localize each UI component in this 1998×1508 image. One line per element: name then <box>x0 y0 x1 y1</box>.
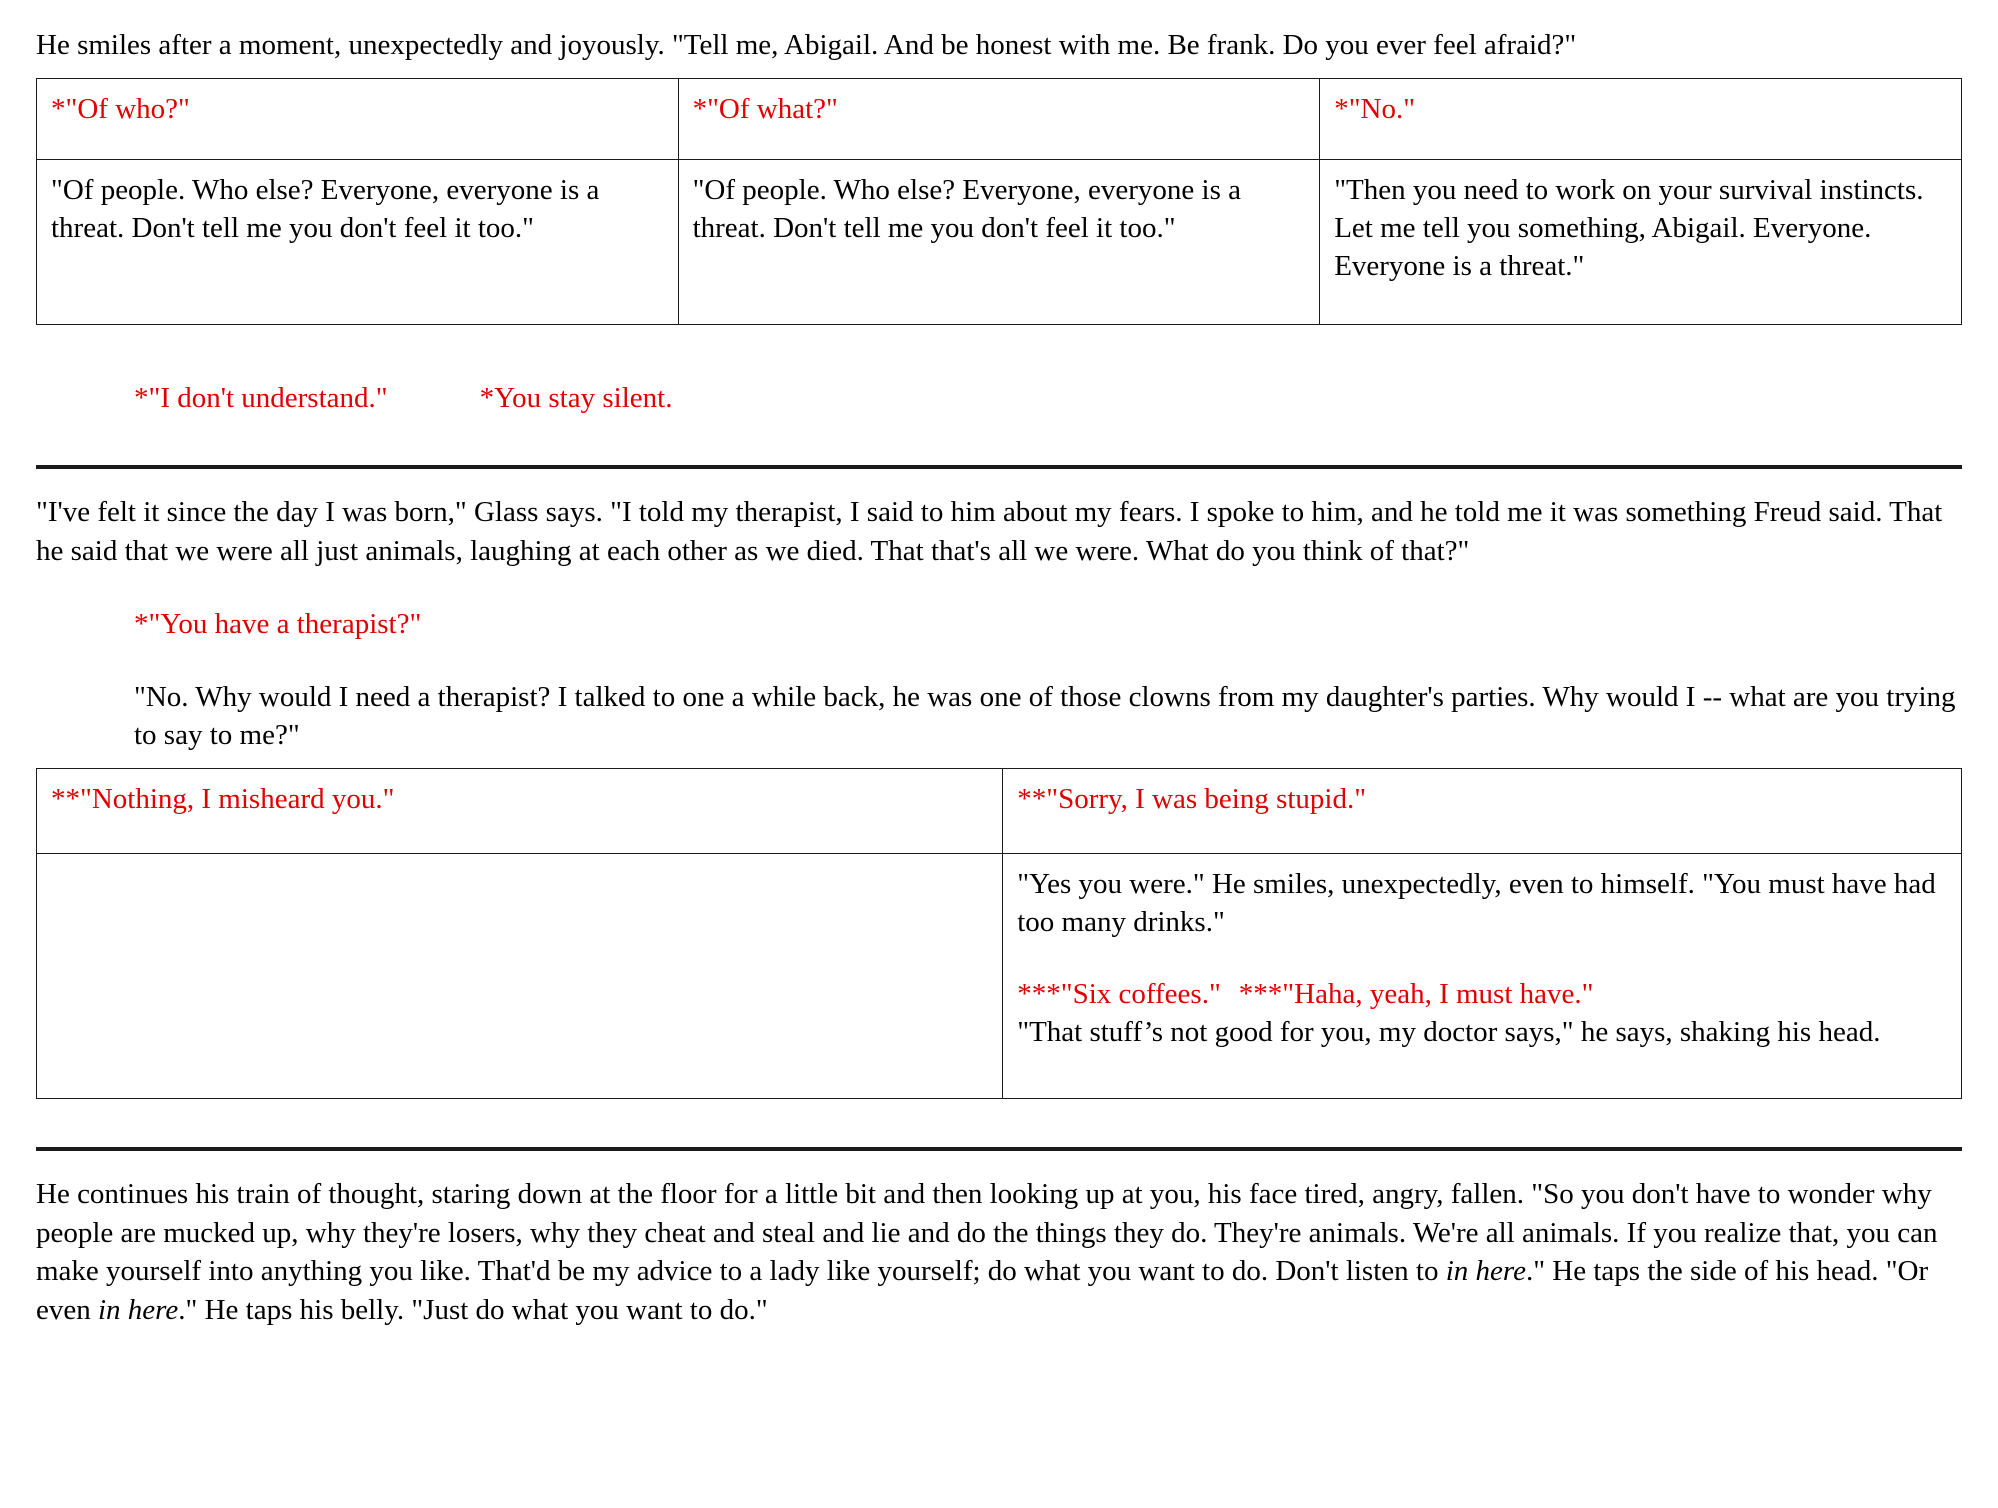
choice-of-who[interactable]: *"Of who?" <box>37 78 679 159</box>
intro-paragraph: He smiles after a moment, unexpectedly and joyously. "Tell me, Abigail. And be honest with me. Be frank. Do you ever feel afraid?" <box>36 29 1577 61</box>
response-nothing-i-misheard-you <box>37 853 1003 1098</box>
option-you-stay-silent[interactable]: *You stay silent. <box>479 381 673 414</box>
response-you-have-a-therapist: "No. Why would I need a therapist? I talked to one a while back, he was one of those clowns from my daughter's parties. Why would I -- what are you trying to say to me?" <box>134 680 1956 752</box>
closing-paragraph <box>36 1175 1962 1329</box>
response-of-who: "Of people. Who else? Everyone, everyone is a threat. Don't tell me you don't feel it too." <box>37 159 679 324</box>
choice-of-what[interactable]: *"Of what?" <box>678 78 1320 159</box>
response-of-what: "Of people. Who else? Everyone, everyone is a threat. Don't tell me you don't feel it too." <box>678 159 1320 324</box>
table-row <box>37 768 1962 853</box>
dialogue-table-one <box>36 78 1962 325</box>
response-tail-paragraph: "That stuff’s not good for you, my doctor says," he says, shaking his head. <box>1017 1015 1881 1048</box>
response-first-paragraph: "Yes you were." He smiles, unexpectedly, even to himself. "You must have had too many drinks." <box>1017 867 1936 938</box>
closing-part-three: ." He taps his belly. "Just do what you want to do." <box>178 1293 768 1326</box>
option-i-dont-understand[interactable]: *"I don't understand." <box>134 381 388 414</box>
choice-you-have-a-therapist[interactable]: *"You have a therapist?" <box>134 608 422 641</box>
section-two-indent-block <box>36 605 1962 755</box>
choice-no[interactable]: *"No." <box>1320 78 1962 159</box>
table-row <box>37 78 1962 159</box>
nested-choices-row <box>1017 976 1947 1014</box>
choice-sorry-i-was-being-stupid[interactable]: **"Sorry, I was being stupid." <box>1003 768 1962 853</box>
response-sorry-i-was-being-stupid <box>1003 853 1962 1098</box>
choice-nothing-i-misheard-you[interactable]: **"Nothing, I misheard you." <box>37 768 1003 853</box>
standalone-options-row <box>36 379 1962 418</box>
section-two-narration: "I've felt it since the day I was born," Glass says. "I told my therapist, I said to him about my fears. I spoke to him, and he told me it was something Freud said. That he said that we were all just animals, laughing at each other as we died. That that's all we were. What do you think of that?" <box>36 496 1943 567</box>
dialogue-table-two <box>36 768 1962 1099</box>
closing-italic-two: in here <box>98 1293 179 1326</box>
response-no: "Then you need to work on your survival instincts. Let me tell you something, Abigail. Everyone. Everyone is a threat." <box>1320 159 1962 324</box>
choice-six-coffees[interactable]: ***"Six coffees." <box>1017 977 1221 1010</box>
closing-part-two: ." He taps the side of his head. "Or even <box>36 1255 1929 1326</box>
closing-part-one: He continues his train of thought, staring down at the floor for a little bit and then looking up at you, his face tired, angry, fallen. "So you don't have to wonder why people are mucked up, why they're losers, why they cheat and steal and lie and do the things they do. They're animals. We're all animals. If you realize that, you can make yourself into anything you like. That'd be my advice to a lady like yourself; do what you want to do. Don't listen to <box>36 1177 1938 1288</box>
section-divider-two <box>36 1147 1962 1151</box>
choice-haha-yeah-i-must-have[interactable]: ***"Haha, yeah, I must have." <box>1238 977 1594 1010</box>
section-divider-one <box>36 465 1962 469</box>
closing-italic-one: in here <box>1445 1255 1526 1288</box>
table-row <box>37 853 1962 1098</box>
table-row <box>37 159 1962 324</box>
